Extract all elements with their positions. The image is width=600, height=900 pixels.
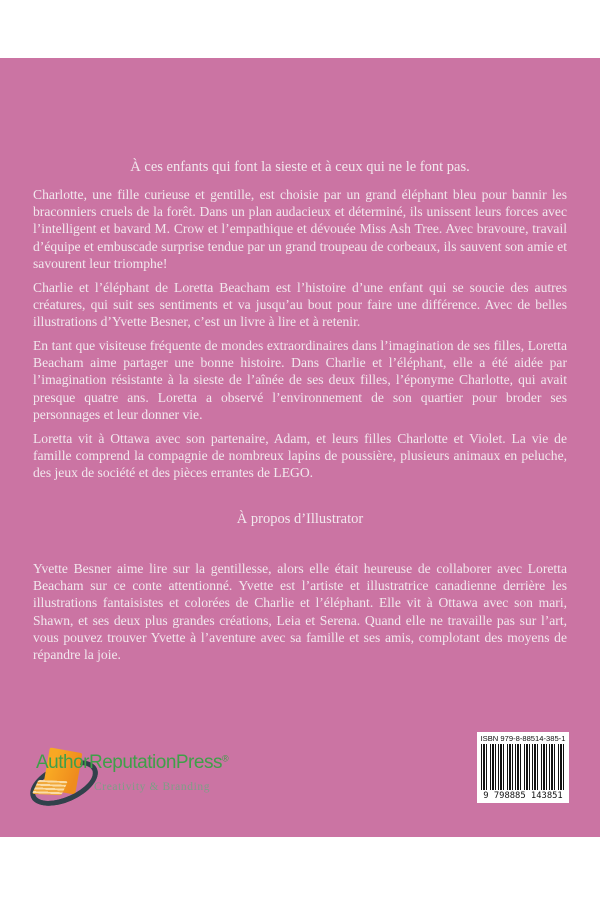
synopsis-paragraph-1: Charlotte, une fille curieuse et gentille, est choisie par un grand éléphant bleu pour bannir les braconniers cruels de la forêt. Dans un plan audacieux et déterminé, ils unissent leurs forces avec l’intelligent et bavard M. Crow et l’empathique et dévouée Miss Ash Tree. Avec bravoure, travail d’équipe et embuscade surprise tendue par un grand troupeau de corbeaux, ils sauvent son amie et savourent leur triomphe! (33, 187, 567, 271)
isbn-barcode (477, 732, 569, 803)
barcode-digits: 9 798885 143851 (483, 791, 563, 801)
publisher-logo (30, 746, 250, 820)
publisher-logo-text (36, 752, 250, 793)
illustrator-bio-paragraph: Yvette Besner aime lire sur la gentillesse, alors elle était heureuse de collaborer avec Loretta Beacham sur ce conte attentionné. Yvette est l’artiste et illustratrice canadienne derrière les illustrations fantaisistes et colorées de Charlie et l’éléphant. Elle vit à Ottawa avec son mari, Shawn, et ses deux plus grandes créations, Leia et Serena. Quand elle ne travaille pas sur l’art, vous pouvez trouver Yvette à l’aventure avec sa famille et ses amis, complotant des moyens de répandre la joie. (33, 561, 567, 663)
publisher-tagline: Creativity & Branding (94, 781, 211, 793)
back-cover (0, 58, 600, 837)
illustrator-heading: À propos d’Illustrator (236, 511, 364, 527)
author-family-paragraph: Loretta vit à Ottawa avec son partenaire, Adam, et leurs filles Charlotte et Violet. La vie de famille comprend la compagnie de nombreux lapins de poussière, plusieurs animaux en peluche, des jeux de société et des pièces errantes de LEGO. (33, 431, 567, 481)
publisher-name: AuthorReputationPress (36, 752, 222, 773)
author-bio-paragraph: En tant que visiteuse fréquente de mondes extraordinaires dans l’imagination de ses filles, Loretta Beacham aime partager une bonne histoire. Dans Charlie et l’éléphant, elle a été aidée par l’imagination résistante à la sieste de l’aînée de ses deux filles, l’éponyme Charlotte, qui avait presque quatre ans. Loretta a observé l’environnement de son quartier pour broder ses personnages et leur donner vie. (33, 338, 567, 422)
barcode-bars (481, 744, 565, 790)
isbn-number-label: ISBN 979-8-88514-385-1 (480, 734, 566, 743)
synopsis-paragraph-2: Charlie et l’éléphant de Loretta Beacham est l’histoire d’une enfant qui se soucie des autres créatures, qui suit ses sentiments et va jusqu’au bout pour faire une différence. Avec de belles illustrations d’Yvette Besner, c’est un livre à lire et à retenir. (33, 280, 567, 330)
publisher-name-row (36, 752, 250, 774)
registered-trademark-symbol: ® (221, 753, 229, 764)
dedication-text: À ces enfants qui font la sieste et à ceux qui ne le font pas. (130, 159, 470, 175)
